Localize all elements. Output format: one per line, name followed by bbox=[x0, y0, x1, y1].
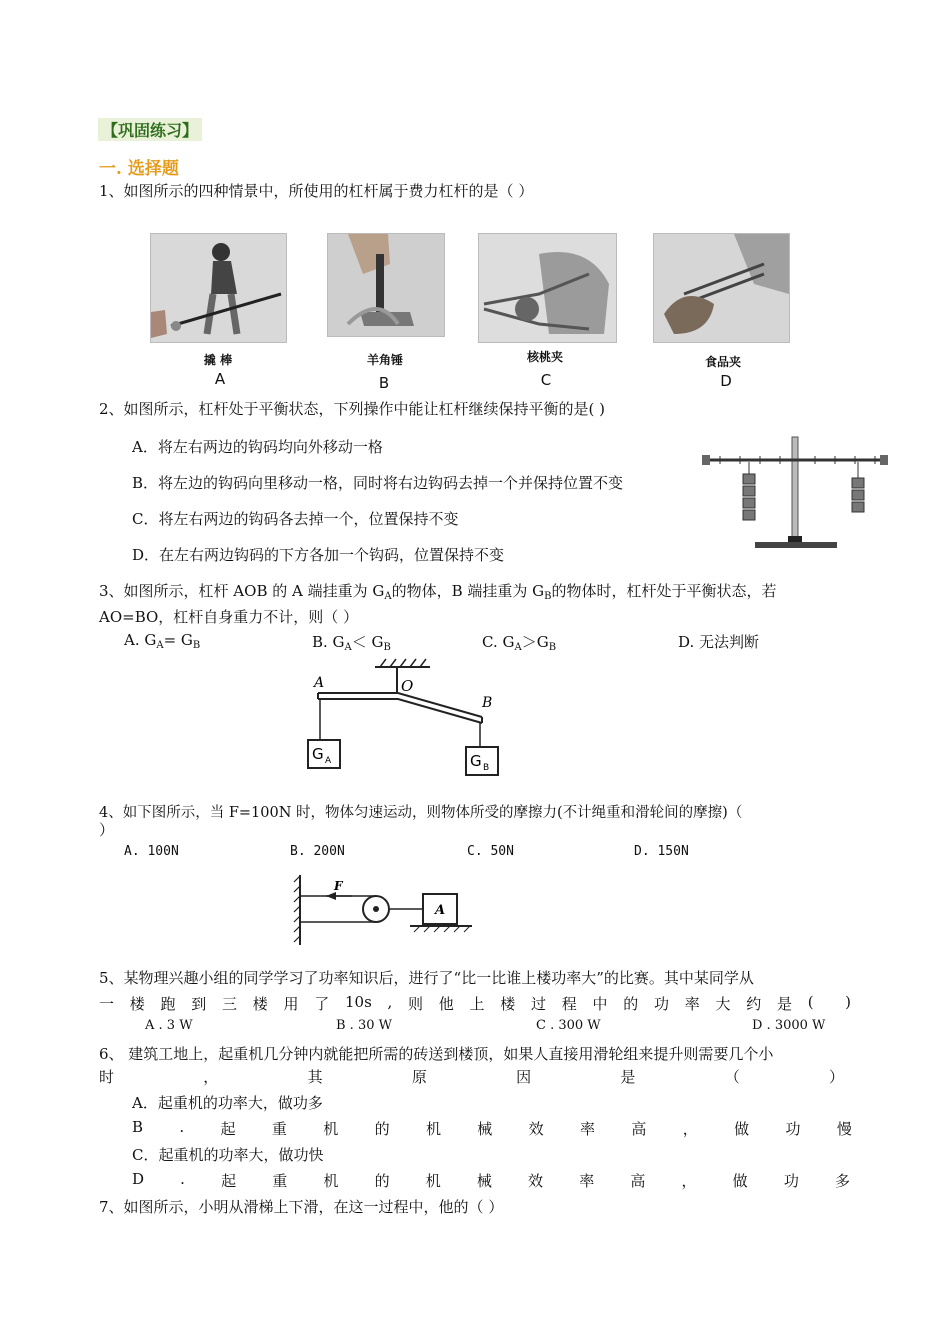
label-a: A bbox=[314, 675, 325, 691]
question-6-line-2: 时 ， 其 原 因 是 （ ） bbox=[99, 1068, 844, 1086]
q6-option-c: C．起重机的功率大，做功快 bbox=[132, 1146, 324, 1164]
q3-option-b: B. $G_A< G_B$ bbox=[312, 633, 391, 653]
question-7-text: 7、如图所示，小明从滑梯上下滑，在这一过程中，他的（ ） bbox=[99, 1198, 504, 1216]
caption-a: 撬 棒 bbox=[203, 353, 233, 367]
caption-b: 羊角锤 bbox=[366, 353, 403, 367]
caption-d: 食品夹 bbox=[704, 355, 741, 369]
nutcracker-photo bbox=[478, 233, 617, 343]
label-ga: G bbox=[312, 745, 324, 763]
lever-aob-figure bbox=[300, 655, 515, 780]
q2-option-b: B．将左边的钩码向里移动一格，同时将右边钩码去掉一个并保持位置不变 bbox=[132, 474, 624, 492]
lever-balance-figure bbox=[700, 432, 895, 557]
q2-option-d: D．在左右两边钩码的下方各加一个钩码，位置保持不变 bbox=[132, 546, 505, 564]
q3-option-a: A. $G_A= G_B$ bbox=[124, 631, 201, 651]
label-gb: G bbox=[470, 752, 482, 770]
caption-c: 核桃夹 bbox=[526, 350, 563, 364]
question-2-text: 2、如图所示，杠杆处于平衡状态，下列操作中能让杠杆继续保持平衡的是( ) bbox=[99, 400, 606, 418]
question-3-line-1: 3、如图所示，杠杆 AOB 的 A 端挂重为 $G_A$的物体，B 端挂重为 $G_B$的物体时，杠杆处于平衡状态，若 bbox=[99, 582, 777, 602]
q5-option-c: C . 300 W bbox=[536, 1018, 601, 1033]
q3-option-c: C. $G_A>G_B$ bbox=[482, 633, 557, 653]
question-4-line-2: ） bbox=[99, 821, 115, 839]
label-f: F bbox=[334, 879, 343, 893]
q6-option-d: D . 起 重 机 的 机 械 效 率 高 ， 做 功 多 bbox=[132, 1170, 850, 1190]
q6-option-b: B . 起 重 机 的 机 械 效 率 高 ， 做 功 慢 bbox=[132, 1118, 852, 1138]
q4-option-b: B. 200N bbox=[290, 844, 345, 859]
question-4-line-1: 4、如下图所示，当 F=100N 时，物体匀速运动，则物体所受的摩擦力(不计绳重和滑轮间的摩擦)（ bbox=[99, 805, 743, 821]
q2-option-a: A．将左右两边的钩码均向外移动一格 bbox=[132, 438, 383, 456]
label-ga-sub: A bbox=[325, 756, 332, 766]
label-o: O bbox=[401, 677, 414, 695]
label-gb-sub: B bbox=[483, 763, 490, 773]
q3-option-d: D. 无法判断 bbox=[678, 633, 760, 651]
q5-option-a: A . 3 W bbox=[145, 1018, 193, 1033]
letter-a: A bbox=[214, 370, 226, 388]
q6-option-a: A．起重机的功率大，做功多 bbox=[132, 1094, 323, 1112]
practice-tag: 【巩固练习】 bbox=[98, 118, 202, 141]
q5-option-d: D . 3000 W bbox=[752, 1018, 826, 1033]
q5-option-b: B . 30 W bbox=[336, 1018, 392, 1033]
label-block-a: A bbox=[435, 903, 446, 918]
crowbar-photo bbox=[150, 233, 287, 343]
claw-hammer-photo bbox=[327, 233, 445, 337]
letter-b: B bbox=[378, 374, 390, 392]
question-3-line-2: AO=BO，杠杆自身重力不计，则（ ） bbox=[99, 608, 359, 626]
label-b: B bbox=[482, 695, 493, 711]
question-1-text: 1、如图所示的四种情景中，所使用的杠杆属于费力杠杆的是（ ） bbox=[99, 182, 534, 200]
section-heading: 一. 选择题 bbox=[99, 159, 179, 179]
question-6-line-1: 6、 建筑工地上，起重机几分钟内就能把所需的砖送到楼顶，如果人直接用滑轮组来提升则需要几个小 bbox=[99, 1045, 774, 1063]
food-tongs-photo bbox=[653, 233, 790, 343]
q4-option-d: D. 150N bbox=[634, 844, 689, 859]
q2-option-c: C．将左右两边的钩码各去掉一个，位置保持不变 bbox=[132, 510, 459, 528]
pulley-figure bbox=[290, 870, 475, 950]
letter-c: C bbox=[540, 371, 552, 389]
letter-d: D bbox=[720, 372, 732, 390]
q4-option-c: C. 50N bbox=[467, 844, 514, 859]
q4-option-a: A. 100N bbox=[124, 844, 179, 859]
question-5-line-1: 5、某物理兴趣小组的同学学习了功率知识后，进行了“比一比谁上楼功率大”的比赛。其中某同学从 bbox=[99, 969, 754, 987]
question-5-line-2: 一 楼 跑 到 三 楼 用 了 10s , 则 他 上 楼 过 程 中 的 功 率 大 约 是 ( ) bbox=[99, 993, 851, 1013]
